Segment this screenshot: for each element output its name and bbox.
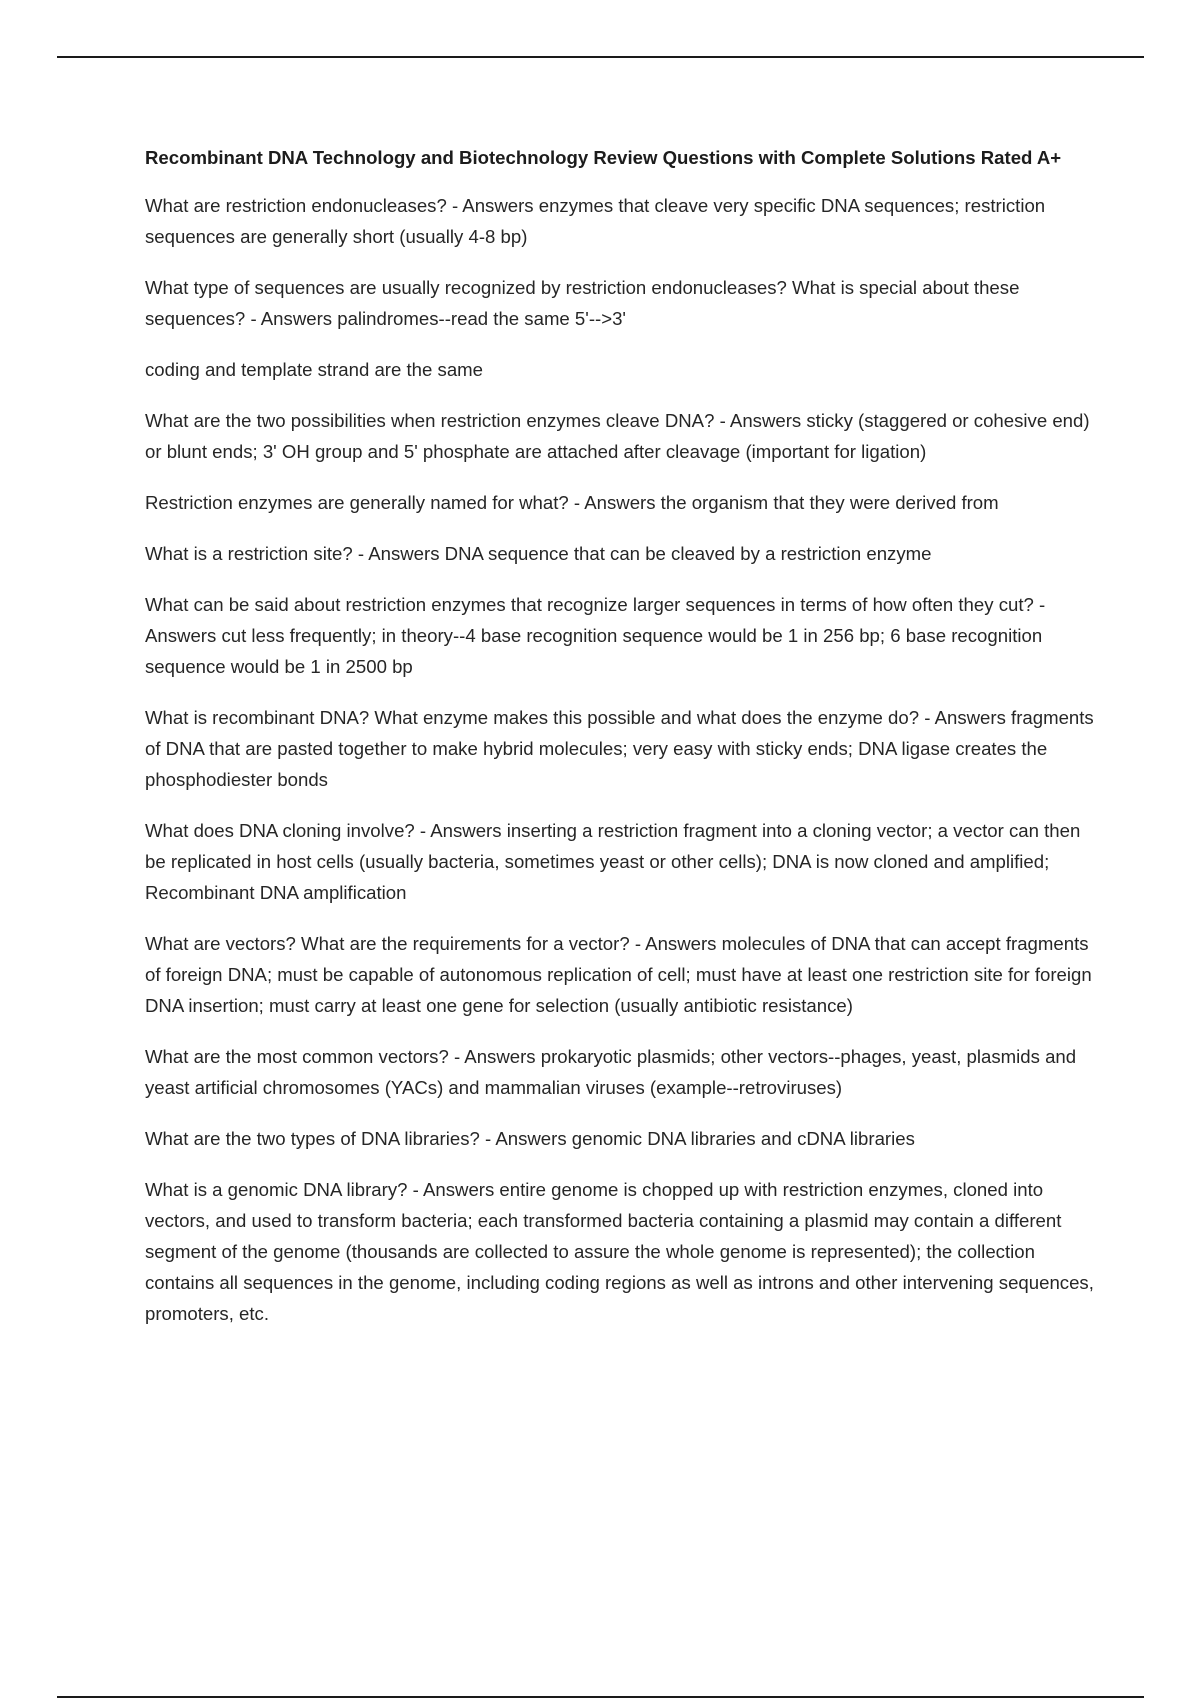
- qa-paragraph: What are the two possibilities when restriction enzymes cleave DNA? - Answers sticky (staggered or cohesive end) or blunt ends; 3' OH group and 5' phosphate are attached after cleavage (important for ligation): [145, 410, 1090, 462]
- qa-paragraph: What is a restriction site? - Answers DNA sequence that can be cleaved by a restriction enzyme: [145, 543, 932, 564]
- footer-rule: [57, 1696, 1144, 1698]
- qa-paragraph: What does DNA cloning involve? - Answers inserting a restriction fragment into a cloning vector; a vector can then be replicated in host cells (usually bacteria, sometimes yeast or other cells); DNA is now cloned and amplified; Recombinant DNA amplification: [145, 820, 1081, 903]
- qa-paragraph: What are vectors? What are the requirements for a vector? - Answers molecules of DNA that can accept fragments of foreign DNA; must be capable of autonomous replication of cell; must have at least one restriction site for foreign DNA insertion; must carry at least one gene for selection (usually antibiotic resistance): [145, 933, 1092, 1016]
- qa-paragraph: What are the two types of DNA libraries? - Answers genomic DNA libraries and cDNA libraries: [145, 1128, 915, 1149]
- qa-paragraph: What are the most common vectors? - Answers prokaryotic plasmids; other vectors--phages, yeast, plasmids and yeast artificial chromosomes (YACs) and mammalian viruses (example--retroviruses): [145, 1046, 1077, 1098]
- qa-paragraph: What is recombinant DNA? What enzyme makes this possible and what does the enzyme do? - Answers fragments of DNA that are pasted together to make hybrid molecules; very easy with sticky ends; DNA ligase creates the phosphodiester bonds: [145, 707, 1094, 790]
- qa-paragraph: What type of sequences are usually recognized by restriction endonucleases? What is special about these sequences? - Answers palindromes--read the same 5'-->3': [145, 277, 1020, 329]
- qa-paragraph: What can be said about restriction enzymes that recognize larger sequences in terms of how often they cut? - Answers cut less frequently; in theory--4 base recognition sequence would be 1 in 256 bp; 6 base recognition sequence would be 1 in 2500 bp: [145, 594, 1046, 677]
- qa-paragraph: Restriction enzymes are generally named for what? - Answers the organism that they were derived from: [145, 492, 999, 513]
- document-title: Recombinant DNA Technology and Biotechnology Review Questions with Complete Solutions Rated A+: [145, 147, 1062, 168]
- qa-paragraph: What is a genomic DNA library? - Answers entire genome is chopped up with restriction enzymes, cloned into vectors, and used to transform bacteria; each transformed bacteria containing a plasmid may contain a different segment of the genome (thousands are collected to assure the whole genome is represented); the collection contains all sequences in the genome, including coding regions as well as introns and other intervening sequences, promoters, etc.: [145, 1179, 1094, 1324]
- qa-paragraph: coding and template strand are the same: [145, 359, 483, 380]
- qa-paragraph: What are restriction endonucleases? - Answers enzymes that cleave very specific DNA sequences; restriction sequences are generally short (usually 4-8 bp): [145, 195, 1046, 247]
- header-rule: [57, 56, 1144, 58]
- document-body: [145, 142, 1095, 1349]
